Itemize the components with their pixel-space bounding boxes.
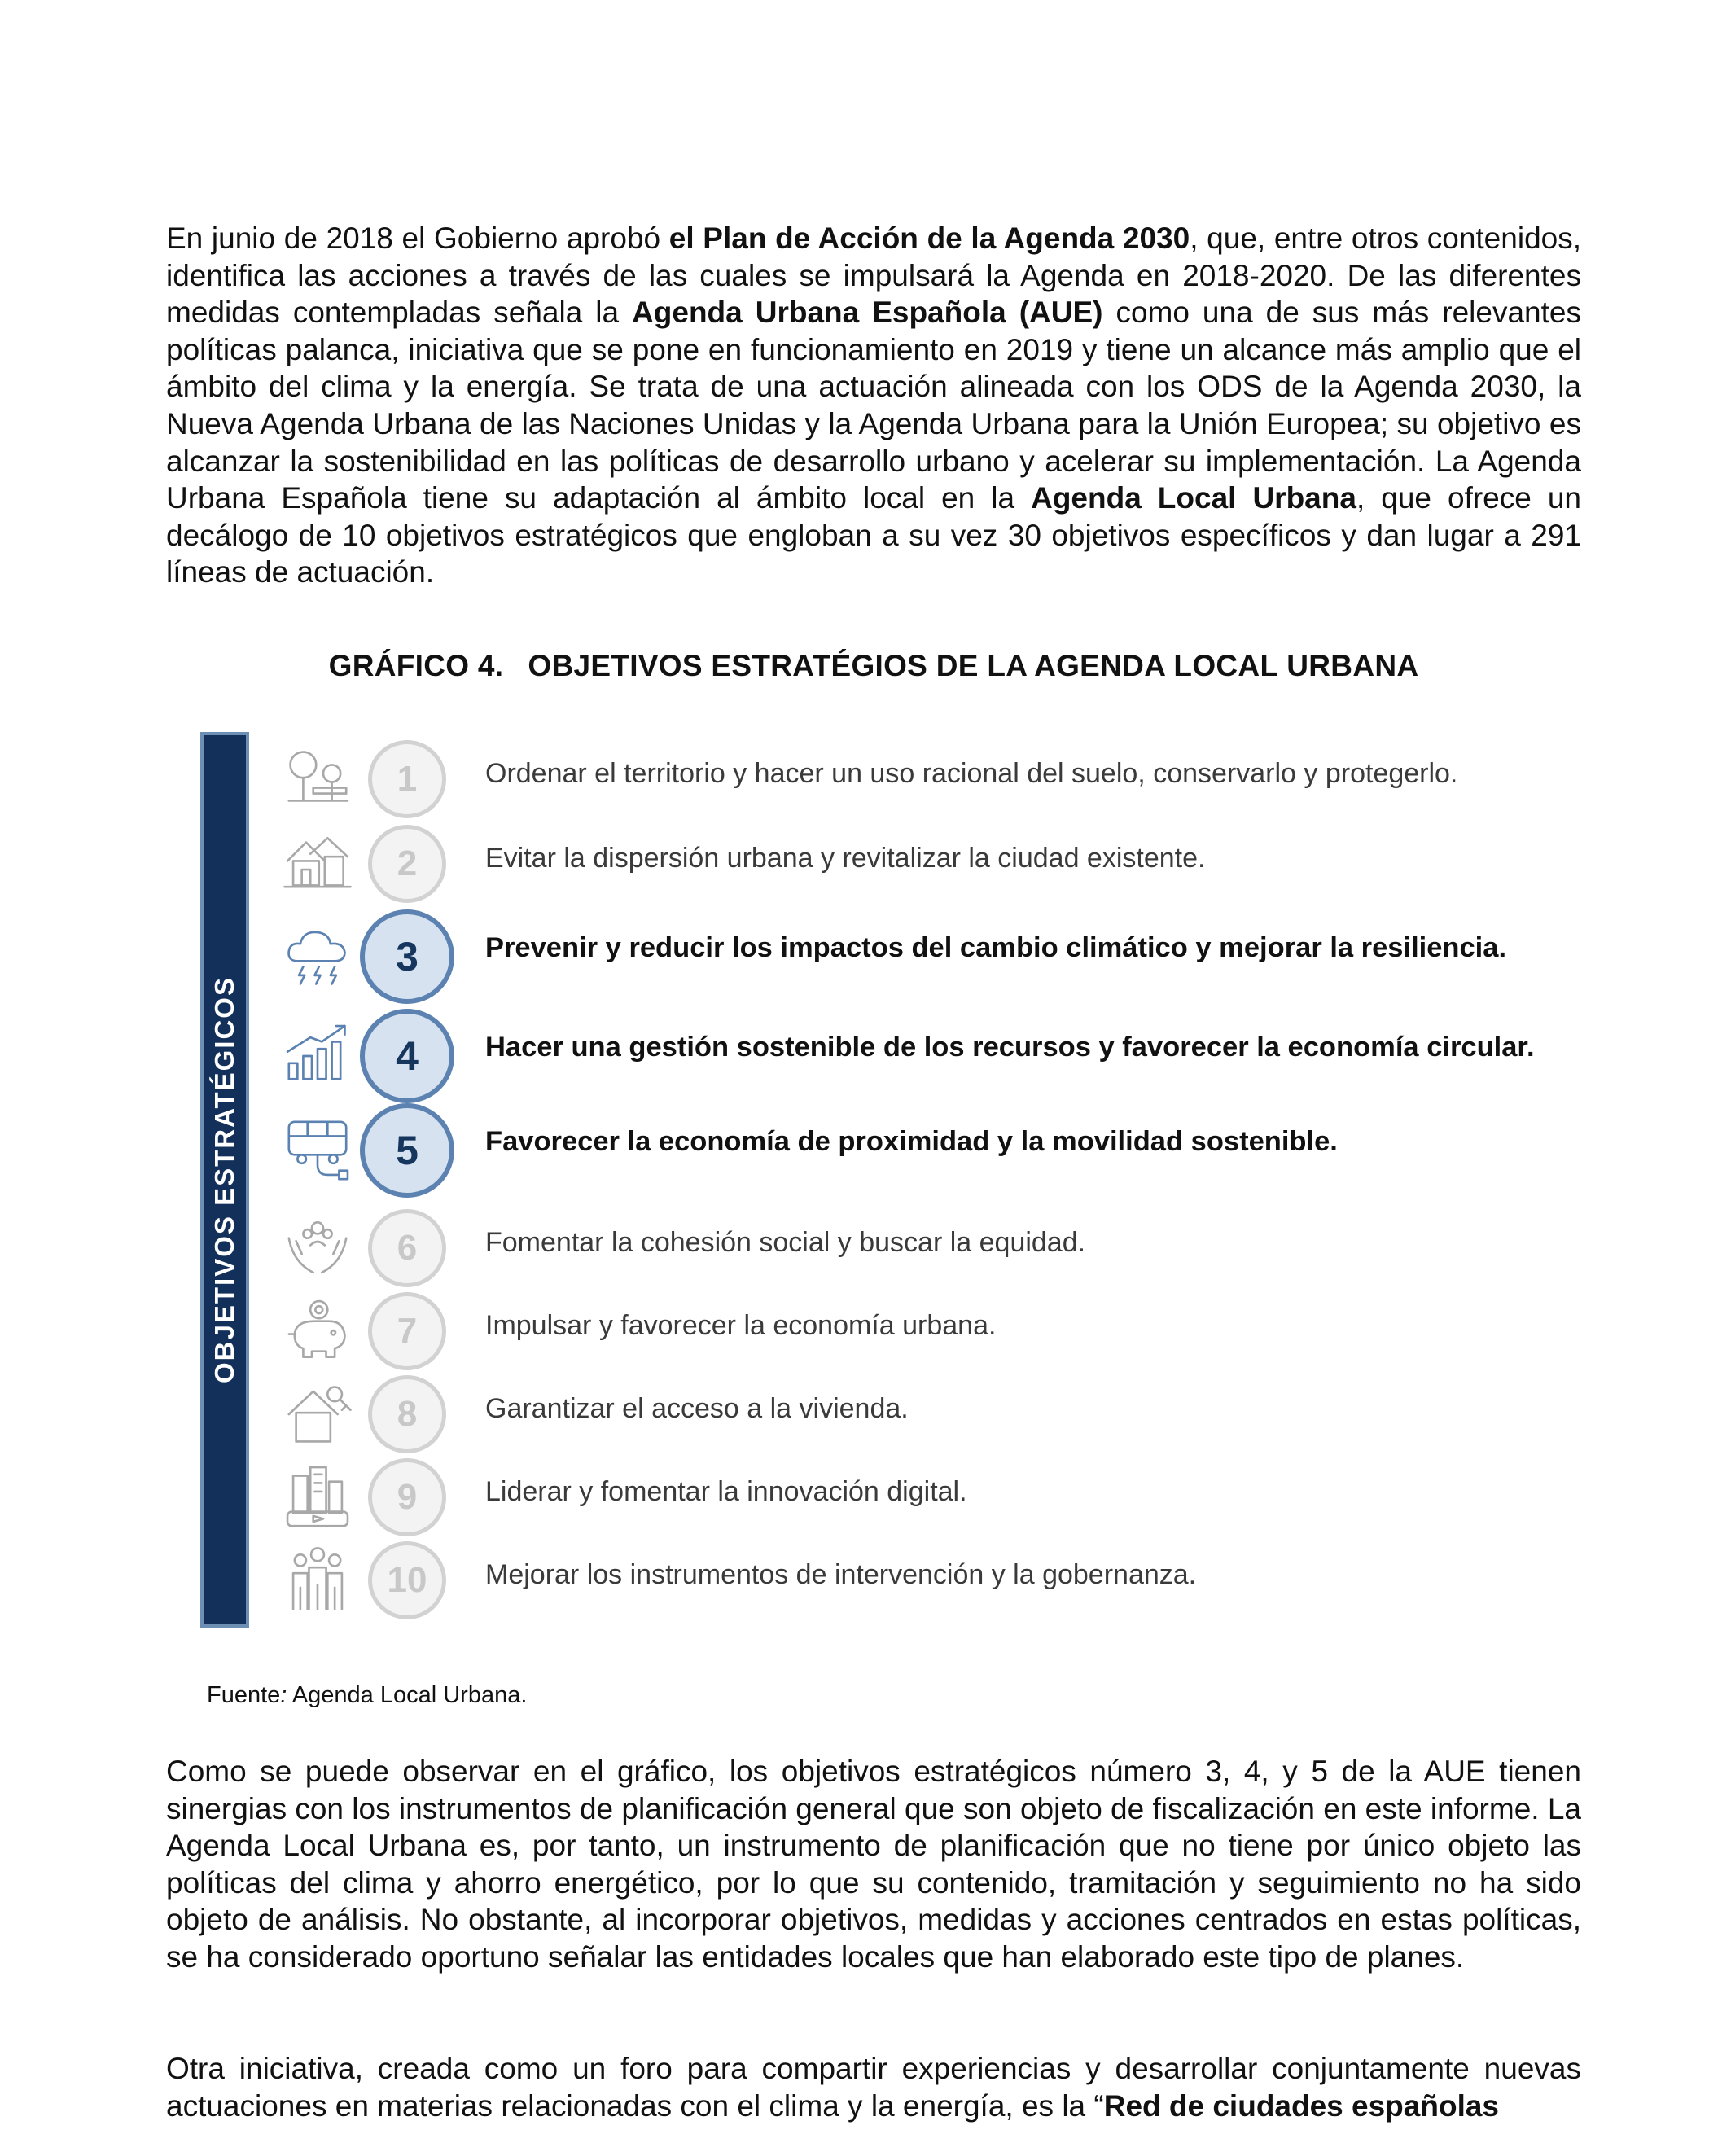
- objective-number: 10: [368, 1541, 446, 1619]
- objective-text: Mejorar los instrumentos de intervención y la gobernanza.: [485, 1559, 1197, 1590]
- objective-number: 1: [368, 740, 446, 818]
- objective-row: [277, 737, 1596, 822]
- objective-row: [277, 1014, 1596, 1098]
- piggy-bank-icon: [277, 1295, 358, 1367]
- intro-bold-local-agenda: Agenda Local Urbana: [1031, 481, 1356, 515]
- figure-title-text: OBJETIVOS ESTRATÉGIOS DE LA AGENDA LOCAL URBANA: [528, 649, 1419, 682]
- objective-number: 5: [360, 1103, 454, 1198]
- objective-number: 7: [368, 1292, 446, 1370]
- objective-row: [277, 822, 1596, 906]
- source-colon: :: [280, 1682, 287, 1708]
- objective-row: [277, 914, 1596, 999]
- intro-bold-plan: el Plan de Acción de la Agenda 2030: [668, 221, 1190, 255]
- hands-people-icon: [277, 1212, 358, 1284]
- people-group-icon: [277, 1545, 358, 1616]
- objective-row: [277, 1455, 1596, 1540]
- tree-bench-icon: [277, 743, 358, 815]
- network-paragraph: [166, 2050, 1581, 2124]
- objective-text: Fomentar la cohesión social y buscar la equidad.: [485, 1227, 1086, 1258]
- growth-chart-icon: [277, 1020, 358, 1092]
- network-text-1: Otra iniciativa, creada como un foro para compartir experiencias y desarrollar conjuntamente nuevas actuaciones en materias relacionadas con el clima y la energía, es la “: [166, 2052, 1581, 2123]
- intro-text-1: En junio de 2018 el Gobierno aprobó: [166, 221, 669, 255]
- objective-text: Favorecer la economía de proximidad y la movilidad sostenible.: [485, 1126, 1338, 1157]
- objective-row: [277, 1372, 1596, 1457]
- objective-text: Garantizar el acceso a la vivienda.: [485, 1393, 909, 1424]
- electric-bus-icon: [277, 1115, 358, 1186]
- intro-text-4: , que ofrece un decálogo de 10 objetivos estratégicos que engloban a su vez 30 objetivos específicos y dan lugar a 291 líneas de actuación.: [166, 481, 1581, 589]
- objective-number: 9: [368, 1458, 446, 1536]
- objective-number: 6: [368, 1209, 446, 1287]
- objectives-sidebar: [200, 732, 249, 1628]
- network-bold: Red de ciudades españolas: [1103, 2088, 1500, 2123]
- objective-text: Hacer una gestión sostenible de los recursos y favorecer la economía circular.: [485, 1032, 1535, 1063]
- objective-row: [277, 1206, 1596, 1291]
- objective-text: Evitar la dispersión urbana y revitalizar la ciudad existente.: [485, 843, 1206, 874]
- digital-city-icon: [277, 1461, 358, 1533]
- figure-number: GRÁFICO 4.: [328, 649, 504, 682]
- objective-text: Prevenir y reducir los impactos del cambio climático y mejorar la resiliencia.: [485, 932, 1507, 963]
- objective-number: 2: [368, 825, 446, 903]
- intro-bold-aue: Agenda Urbana Española (AUE): [632, 296, 1103, 330]
- objective-text: Impulsar y favorecer la economía urbana.: [485, 1310, 997, 1341]
- objective-number: 4: [360, 1009, 454, 1103]
- figure-source: [207, 1682, 527, 1709]
- analysis-paragraph: Como se puede observar en el gráfico, los objetivos estratégicos número 3, 4, y 5 de la AUE tienen sinergias con los instrumentos de planificación general que son objeto de fiscalización en este informe. La Agenda Local Urbana es, por tanto, un instrumento de planificación que no tiene por único objeto las políticas del clima y ahorro energético, por lo que su contenido, tramitación y seguimiento no ha sido objeto de análisis. No obstante, al incorporar objetivos, medidas y acciones centrados en estas políticas, se ha considerado oportuno señalar las entidades locales que han elaborado este tipo de planes.: [166, 1755, 1581, 1974]
- objective-text: Liderar y fomentar la innovación digital.: [485, 1476, 967, 1507]
- objective-number: 8: [368, 1375, 446, 1453]
- intro-text-3: como una de sus más relevantes políticas palanca, iniciativa que se pone en funcionamiento en 2019 y tiene un alcance más amplio que el ámbito del clima y la energía. Se trata de una actuación alineada con los ODS de la Agenda 2030, la Nueva Agenda Urbana de las Naciones Unidas y la Agenda Urbana para la Unión Europea; su objetivo es alcanzar la sostenibilidad en las políticas de desarrollo urbano y acelerar su implementación. La Agenda Urbana Española tiene su adaptación al ámbito local en la: [166, 296, 1581, 515]
- intro-paragraph: [166, 220, 1581, 591]
- objective-row: [277, 1289, 1596, 1374]
- houses-icon: [277, 828, 358, 900]
- source-text: Agenda Local Urbana.: [287, 1682, 528, 1708]
- objectives-figure: [195, 729, 1596, 1632]
- objective-row: [277, 1538, 1596, 1623]
- house-key-icon: [277, 1378, 358, 1450]
- objective-number: 3: [360, 909, 454, 1004]
- objective-text: Ordenar el territorio y hacer un uso racional del suelo, conservarlo y protegerlo.: [485, 758, 1458, 789]
- storm-cloud-icon: [277, 921, 358, 993]
- objective-row: [277, 1108, 1596, 1193]
- figure-title: [166, 649, 1581, 683]
- intro-text-2: , que, entre otros contenidos, identifica las acciones a través de las cuales se impulsará la Agenda en 2018-2020. De las diferentes medidas contempladas señala la: [166, 221, 1581, 330]
- sidebar-label: OBJETIVOS ESTRATÉGICOS: [209, 976, 239, 1383]
- source-label: Fuente: [207, 1682, 281, 1708]
